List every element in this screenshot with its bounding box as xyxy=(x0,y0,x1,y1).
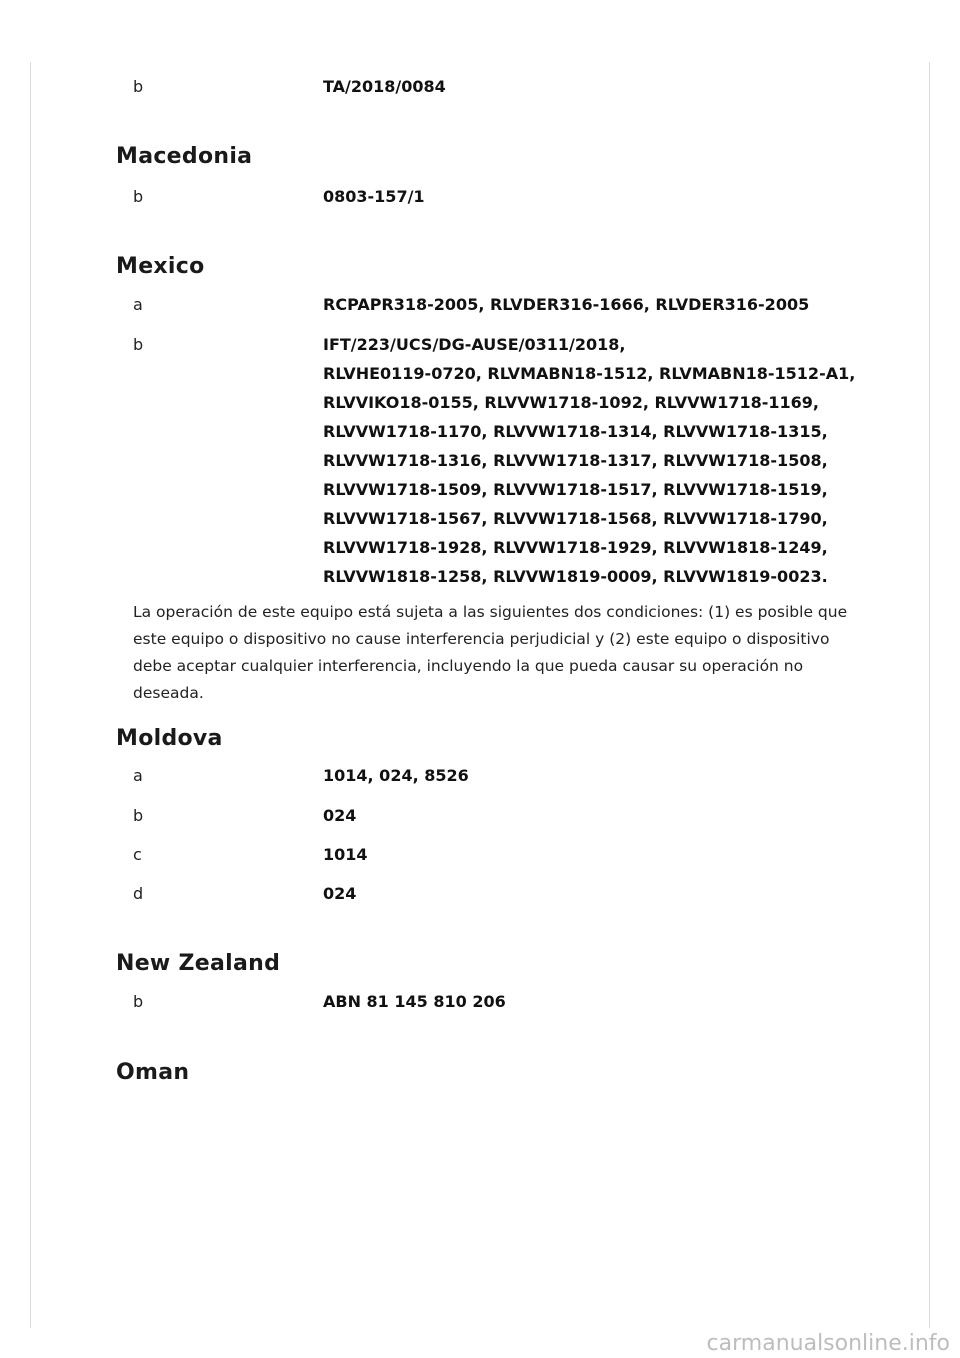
entry-codes: TA/2018/0084 xyxy=(323,77,446,96)
entry-codes: RCPAPR318-2005, RLVDER316-1666, RLVDER316-2005 xyxy=(323,295,810,314)
entry-row xyxy=(0,879,960,908)
entry-row xyxy=(0,801,960,830)
entry-letter: b xyxy=(133,335,144,354)
code-line: RLVVIKO18-0155, RLVVW1718-1092, RLVVW1718-1169, xyxy=(323,393,819,412)
entry-row xyxy=(0,330,960,591)
code-line: RLVVW1818-1258, RLVVW1819-0009, RLVVW1819-0023. xyxy=(323,567,828,586)
code-line: RLVVW1718-1316, RLVVW1718-1317, RLVVW1718-1508, xyxy=(323,451,828,470)
left-margin-rule xyxy=(30,62,31,1328)
entry-codes: 1014 xyxy=(323,845,368,864)
section-heading-oman: Oman xyxy=(116,1060,190,1085)
entry-letter: b xyxy=(133,992,144,1011)
entry-codes xyxy=(323,330,883,591)
entry-codes: ABN 81 145 810 206 xyxy=(323,992,506,1011)
entry-codes: 024 xyxy=(323,884,357,903)
code-line: RLVVW1718-1509, RLVVW1718-1517, RLVVW1718-1519, xyxy=(323,480,828,499)
note-line: La operación de este equipo está sujeta a las siguientes dos condiciones: (1) es posible que xyxy=(133,603,848,621)
section-heading-new-zealand: New Zealand xyxy=(116,951,281,976)
section-heading-moldova: Moldova xyxy=(116,726,223,751)
entry-codes: 0803-157/1 xyxy=(323,187,425,206)
entry-row xyxy=(0,290,960,319)
entry-codes: 1014, 024, 8526 xyxy=(323,766,469,785)
right-margin-rule xyxy=(929,62,930,1328)
entry-row xyxy=(0,761,960,790)
entry-row xyxy=(0,182,960,211)
entry-letter: b xyxy=(133,806,144,825)
code-line: RLVVW1718-1170, RLVVW1718-1314, RLVVW1718-1315, xyxy=(323,422,828,441)
entry-letter: a xyxy=(133,766,143,785)
code-line: RLVVW1718-1928, RLVVW1718-1929, RLVVW1818-1249, xyxy=(323,538,828,557)
section-heading-macedonia: Macedonia xyxy=(116,144,253,169)
entry-letter: b xyxy=(133,77,144,96)
entry-row xyxy=(0,840,960,869)
entry-row xyxy=(0,987,960,1016)
entry-letter: b xyxy=(133,187,144,206)
note-line: debe aceptar cualquier interferencia, incluyendo la que pueda causar su operación no deseada. xyxy=(133,657,804,702)
entry-row xyxy=(0,72,960,101)
entry-letter: d xyxy=(133,884,144,903)
code-line: RLVVW1718-1567, RLVVW1718-1568, RLVVW1718-1790, xyxy=(323,509,828,528)
watermark: carmanualsonline.info xyxy=(706,1331,950,1356)
section-heading-mexico: Mexico xyxy=(116,254,205,279)
entry-letter: c xyxy=(133,845,142,864)
note-line: este equipo o dispositivo no cause interferencia perjudicial y (2) este equipo o dispositivo xyxy=(133,630,830,648)
entry-letter: a xyxy=(133,295,143,314)
entry-codes: 024 xyxy=(323,806,357,825)
mexico-compliance-note xyxy=(133,599,878,707)
code-line: IFT/223/UCS/DG-AUSE/0311/2018, xyxy=(323,335,626,354)
code-line: RLVHE0119-0720, RLVMABN18-1512, RLVMABN18-1512-A1, xyxy=(323,364,856,383)
